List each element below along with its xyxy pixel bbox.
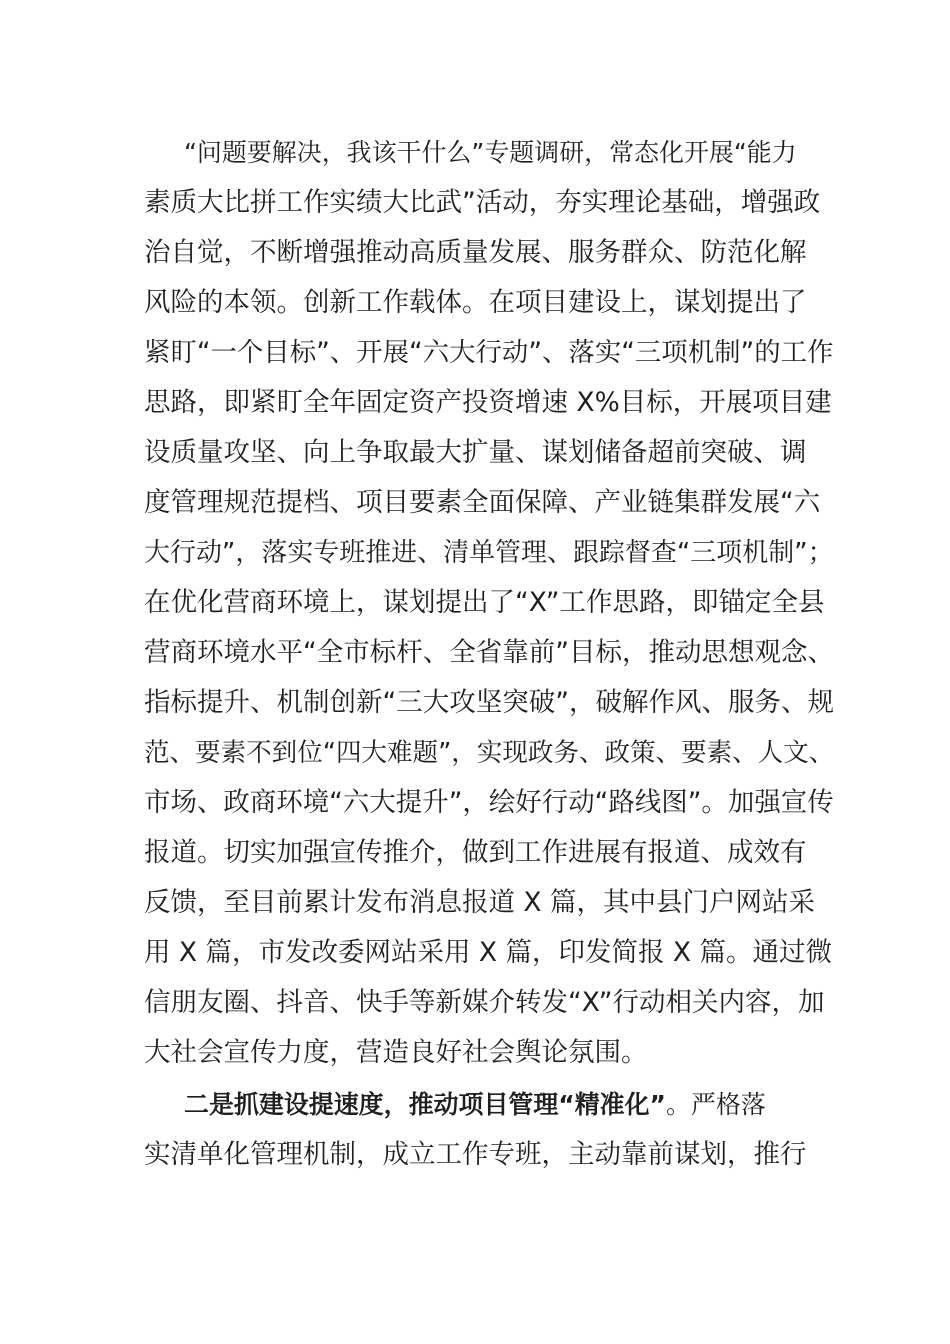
text-line: 紧盯“一个目标”、开展“六大行动”、落实“三项机制”的工作 <box>144 337 834 368</box>
text-line: 实清单化管理机制，成立工作专班，主动靠前谋划，推行 <box>144 1139 807 1170</box>
text-line: 范、要素不到位“四大难题”，实现政务、政策、要素、人文、 <box>144 738 835 768</box>
text-run: 。严格落 <box>665 1090 766 1119</box>
text-line: 在优化营商环境上，谋划提出了“X”工作思路，即锚定全县 <box>144 587 825 618</box>
text-line: 设质量攻坚、向上争取最大扩量、谋划储备超前突破、调 <box>144 437 807 468</box>
text-line: 素质大比拼工作实绩大比武”活动，夯实理论基础，增强政 <box>144 187 821 218</box>
section-heading: 二是抓建设提速度，推动项目管理“精准化” <box>184 1090 666 1119</box>
text-line: 思路，即紧盯全年固定资产投资增速 X%目标，开展项目建 <box>144 387 832 418</box>
text-line: “问题要解决，我该干什么”专题调研，常态化开展“能力 <box>184 138 797 167</box>
text-line: 信朋友圈、抖音、快手等新媒介转发“X”行动相关内容，加 <box>144 987 825 1018</box>
paragraph-2-first-line <box>184 1080 874 1130</box>
text-line: 反馈，至目前累计发布消息报道 X 篇，其中县门户网站采 <box>144 887 816 918</box>
text-line: 用 X 篇，市发改委网站采用 X 篇，印发简报 X 篇。通过微 <box>144 937 833 968</box>
text-line: 报道。切实加强宣传推介，做到工作进展有报道、成效有 <box>144 837 807 868</box>
text-line: 市场、政商环境“六大提升”，绘好行动“路线图”。加强宣传 <box>144 787 834 818</box>
text-line: 指标提升、机制创新“三大攻坚突破”，破解作风、服务、规 <box>144 687 834 718</box>
text-line: 风险的本领。创新工作载体。在项目建设上，谋划提出了 <box>144 287 807 318</box>
text-line: 度管理规范提档、项目要素全面保障、产业链集群发展“六 <box>144 487 821 518</box>
text-line: 治自觉，不断增强推动高质量发展、服务群众、防范化解 <box>144 237 807 268</box>
text-line: 营商环境水平“全市标杆、全省靠前”目标，推动思想观念、 <box>144 637 834 668</box>
text-line: 大社会宣传力度，营造良好社会舆论氛围。 <box>144 1037 648 1068</box>
text-line: 大行动”，落实专班推进、清单管理、跟踪督查“三项机制”； <box>144 538 834 568</box>
